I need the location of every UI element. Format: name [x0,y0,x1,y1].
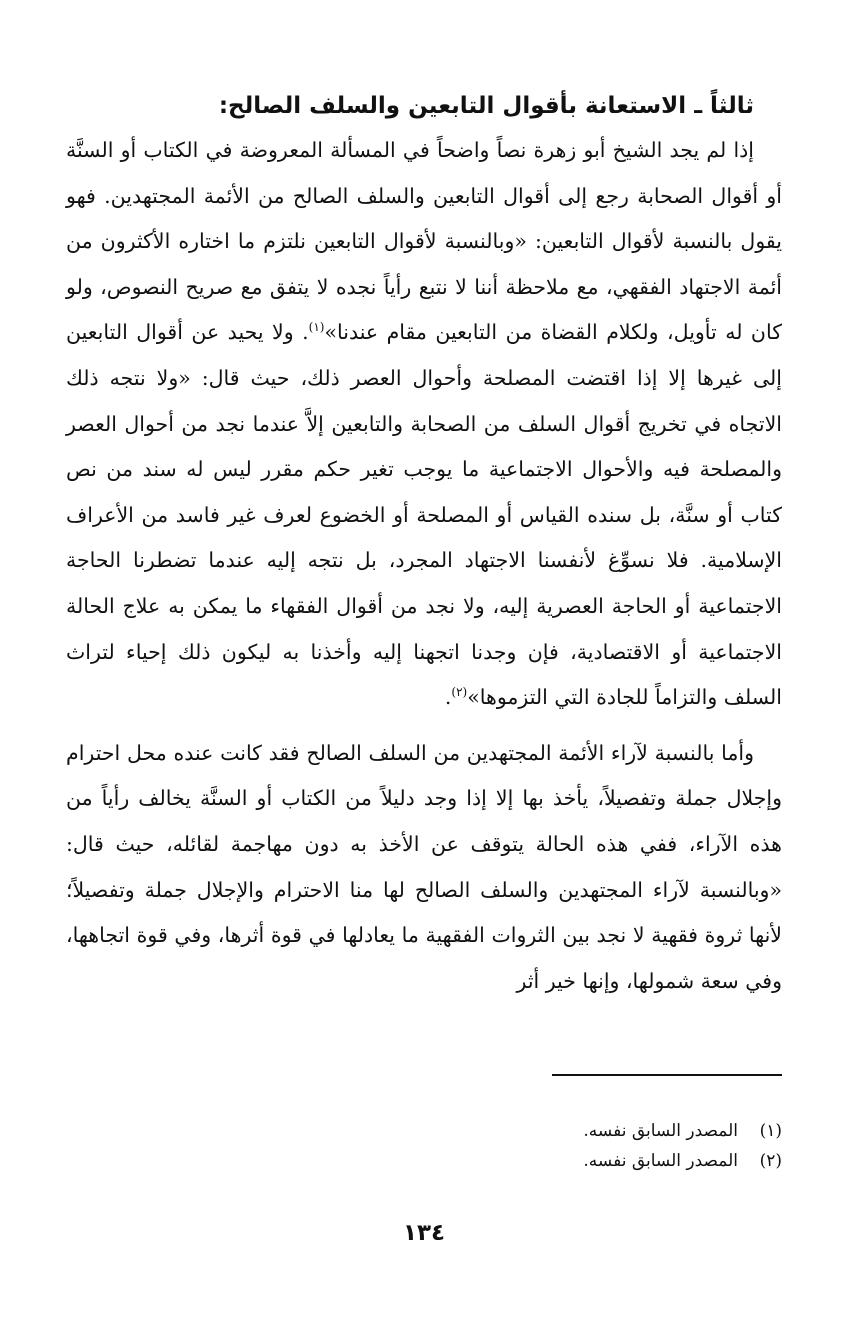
footnote-ref-2: (٢) [451,685,468,700]
footnotes [382,1116,782,1176]
footnote-number: (٢) [759,1151,782,1171]
footnote-item [382,1116,782,1146]
paragraph-1-text-c: . [444,685,452,710]
page-number: ١٣٤ [402,1220,446,1246]
footnote-item [382,1146,782,1176]
footnote-number: (١) [759,1121,782,1141]
footnote-text: المصدر السابق نفسه. [583,1151,738,1171]
book-page [66,86,782,1326]
footnote-ref-1: (١) [308,320,325,335]
paragraph-1-text-a: إذا لم يجد الشيخ أبو زهرة نصاً واضحاً في المسألة المعروضة في الكتاب أو السنَّة أو أقوال الصحابة رجع إلى أقوال التابعين والسلف الصالح من الأئمة المجتهدين. فهو يقول بالنسبة لأقوال التابعين: «وبالنسبة لأقوال التابعين نلتزم ما اختاره الأكثرون من أئمة الاجتهاد الفقهي، مع ملاحظة أننا لا نتبع رأياً نجده لا يتفق مع صريح النصوص، ولو كان له تأويل، ولكلام القضاة من التابعين مقام عندنا» [66,138,782,345]
footnote-divider [552,1074,782,1076]
paragraph-2: وأما بالنسبة لآراء الأئمة المجتهدين من السلف الصالح فقد كانت عنده محل احترام وإجلال جملة وتفصيلاً، يأخذ بها إلا إذا وجد دليلاً من الكتاب أو السنَّة يخالف رأياً من هذه الآراء، ففي هذه الحالة يتوقف عن الأخذ به دون مهاجمة لقائله، حيث قال: «وبالنسبة لآراء المجتهدين والسلف الصالح لها منا الاحترام والإجلال جملة وتفصيلاً؛ لأنها ثروة فقهية لا نجد بين الثروات الفقهية ما يعادلها في قوة أثرها، وفي قوة اتجاهها، وفي سعة شمولها، وإنها خير أثر [66,740,782,993]
footnote-text: المصدر السابق نفسه. [583,1121,738,1141]
paragraph-1 [66,128,782,721]
section-heading: ثالثاً ـ الاستعانة بأقوال التابعين والسلف الصالح: [218,93,754,119]
paragraph-1-text-b: . ولا يحيد عن أقوال التابعين إلى غيرها إلا إذا اقتضت المصلحة وأحوال العصر ذلك، حيث قال: «ولا نتجه ذلك الاتجاه في تخريج أقوال السلف من الصحابة والتابعين إلاَّ عندما نجد من أحوال العصر والمصلحة فيه والأحوال الاجتماعية ما يوجب تغير حكم مقرر ليس له سند من نص كتاب أو سنَّة، بل سنده القياس أو المصلحة أو الخضوع لعرف غير فاسد من الأعراف الإسلامية. فلا نسوِّغ لأنفسنا الاجتهاد المجرد، بل نتجه إليه عندما تضطرنا الحاجة الاجتماعية أو الحاجة العصرية إليه، ولا نجد من أقوال الفقهاء ما يمكن به علاج الحالة الاجتماعية أو الاقتصادية، فإن وجدنا اتجهنا إليه وأخذنا به ليكون ذلك إحياء لتراث السلف والتزاماً للجادة التي التزموها» [66,320,782,710]
